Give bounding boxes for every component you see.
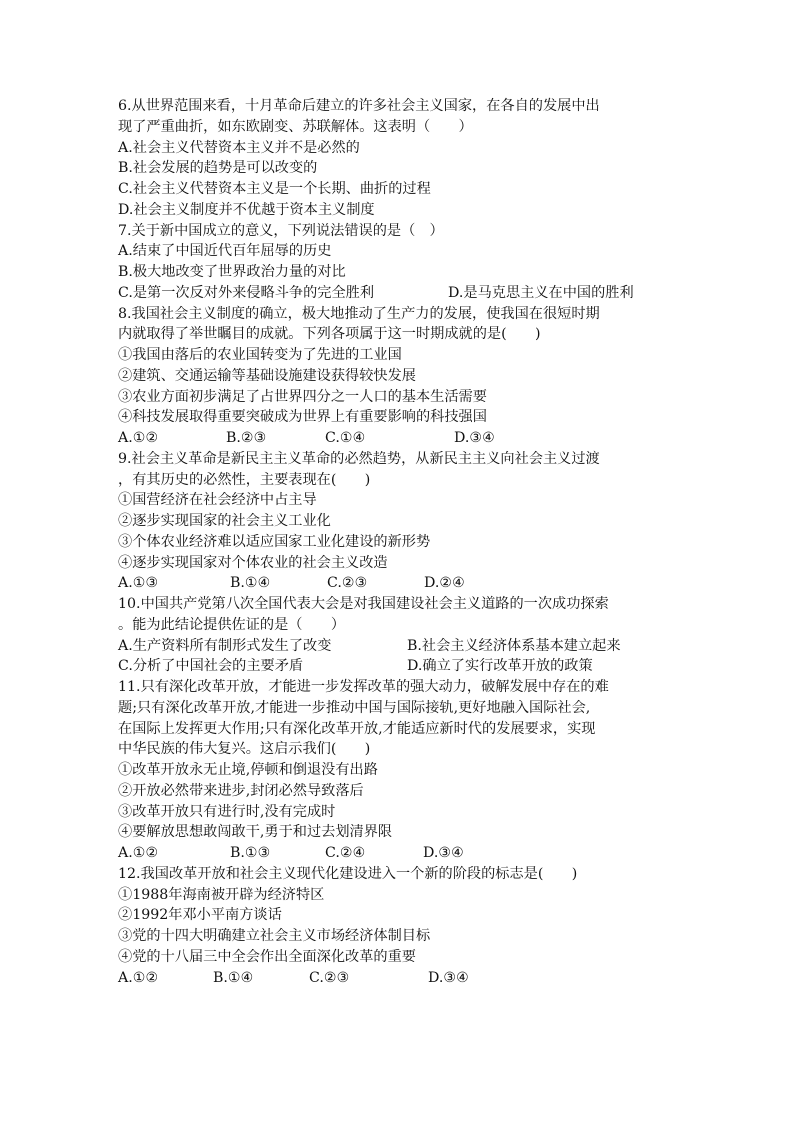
option-c: C.社会主义代替资本主义是一个长期、曲折的过程 xyxy=(118,181,431,197)
option-d: D.社会主义制度并不优越于资本主义制度 xyxy=(118,201,375,218)
question-stem: 12.我国改革开放和社会主义现代化建设进入一个新的阶段的标志是( ) xyxy=(118,865,578,882)
question-stem: 。能为此结论提供佐证的是（ ） xyxy=(118,616,346,633)
statement-3: ③个体农业经济难以适应国家工业化建设的新形势 xyxy=(118,533,431,550)
option-d: D.③④ xyxy=(423,845,464,861)
statement-1: ①1988年海南被开辟为经济特区 xyxy=(118,886,325,903)
option-a: A.结束了中国近代百年屈辱的历史 xyxy=(118,243,332,260)
option-c: C.是第一次反对外来侵略斗争的完全胜利 xyxy=(118,284,375,301)
question-stem: 11.只有深化改革开放，才能进一步发挥改革的强大动力，破解发展中存在的难 xyxy=(118,679,609,695)
statement-3: ③农业方面初步满足了占世界四分之一人口的基本生活需要 xyxy=(118,388,487,405)
question-11 xyxy=(118,677,688,864)
question-stem: 题;只有深化改革开放,才能进一步推动中国与国际接轨,更好地融入国际社会, xyxy=(118,699,591,716)
option-d: D.③④ xyxy=(428,969,469,986)
option-b: B.①④ xyxy=(213,969,254,986)
option-c: C.②④ xyxy=(325,845,366,861)
option-a: A.①② xyxy=(118,430,159,446)
exam-page xyxy=(118,96,688,988)
question-12 xyxy=(118,864,688,989)
question-stem: 中华民族的伟大复兴。这启示我们( ) xyxy=(118,741,371,758)
statement-2: ②开放必然带来进步,封闭必然导致落后 xyxy=(118,782,364,799)
options-row xyxy=(118,636,688,657)
option-d: D.确立了实行改革开放的政策 xyxy=(407,658,593,675)
option-b: B.社会主义经济体系基本建立起来 xyxy=(407,637,621,654)
statement-4: ④逐步实现国家对个体农业的社会主义改造 xyxy=(118,554,388,571)
question-stem: 现了严重曲折，如东欧剧变、苏联解体。这表明（ ） xyxy=(118,118,473,135)
question-stem: 内就取得了举世瞩目的成就。下列各项属于这一时期成就的是( ) xyxy=(118,326,541,343)
question-stem: 在国际上发挥更大作用;只有深化改革开放,才能适应新时代的发展要求，实现 xyxy=(118,720,596,737)
options-row xyxy=(118,283,688,304)
statement-3: ③改革开放只有进行时,没有完成时 xyxy=(118,803,336,820)
question-stem: 8.我国社会主义制度的确立，极大地推动了生产力的发展，使我国在很短时期 xyxy=(118,305,600,322)
option-c: C.②③ xyxy=(309,969,350,986)
option-a: A.生产资料所有制形式发生了改变 xyxy=(118,637,332,654)
option-a: A.①② xyxy=(118,845,159,861)
question-stem: ，有其历史的必然性，主要表现在( ) xyxy=(118,471,371,488)
question-9 xyxy=(118,449,688,594)
options-row xyxy=(118,573,688,594)
option-b: B.社会发展的趋势是可以改变的 xyxy=(118,160,318,177)
option-c: C.②③ xyxy=(327,575,368,592)
option-b: B.①③ xyxy=(230,845,271,861)
option-c: C.分析了中国社会的主要矛盾 xyxy=(118,658,304,675)
option-b: B.极大地改变了世界政治力量的对比 xyxy=(118,264,346,280)
statement-4: ④要解放思想敢闯敢干,勇于和过去划清界限 xyxy=(118,824,393,841)
question-10 xyxy=(118,594,688,677)
statement-4: ④党的十八届三中全会作出全面深化改革的重要 xyxy=(118,948,416,965)
question-6 xyxy=(118,96,688,221)
question-stem: 6.从世界范围来看，十月革命后建立的许多社会主义国家，在各自的发展中出 xyxy=(118,98,600,114)
statement-1: ①国营经济在社会经济中占主导 xyxy=(118,492,317,509)
statement-2: ②建筑、交通运输等基础设施建设获得较快发展 xyxy=(118,367,416,384)
statement-3: ③党的十四大明确建立社会主义市场经济体制目标 xyxy=(118,928,431,944)
statement-1: ①改革开放永无止境,停顿和倒退没有出路 xyxy=(118,762,378,778)
options-row xyxy=(118,656,688,677)
option-c: C.①④ xyxy=(325,430,366,446)
question-stem: 7.关于新中国成立的意义，下列说法错误的是（ ） xyxy=(118,222,444,239)
question-7 xyxy=(118,221,688,304)
option-d: D.是马克思主义在中国的胜利 xyxy=(448,284,634,301)
options-row xyxy=(118,843,688,864)
option-d: D.②④ xyxy=(424,575,465,592)
option-a: A.①② xyxy=(118,969,159,986)
option-a: A.社会主义代替资本主义并不是必然的 xyxy=(118,139,360,156)
option-b: B.①④ xyxy=(230,575,271,592)
statement-4: ④科技发展取得重要突破成为世界上有重要影响的科技强国 xyxy=(118,409,487,426)
option-a: A.①③ xyxy=(118,575,159,592)
options-row xyxy=(118,428,688,449)
question-8 xyxy=(118,304,688,449)
option-d: D.③④ xyxy=(454,430,495,446)
statement-2: ②1992年邓小平南方谈话 xyxy=(118,907,282,924)
option-b: B.②③ xyxy=(226,430,267,446)
question-stem: 10.中国共产党第八次全国代表大会是对我国建设社会主义道路的一次成功探索 xyxy=(118,596,609,612)
statement-2: ②逐步实现国家的社会主义工业化 xyxy=(118,513,331,529)
options-row xyxy=(118,968,688,989)
statement-1: ①我国由落后的农业国转变为了先进的工业国 xyxy=(118,347,402,363)
question-stem: 9.社会主义革命是新民主主义革命的必然趋势，从新民主主义向社会主义过渡 xyxy=(118,450,600,467)
